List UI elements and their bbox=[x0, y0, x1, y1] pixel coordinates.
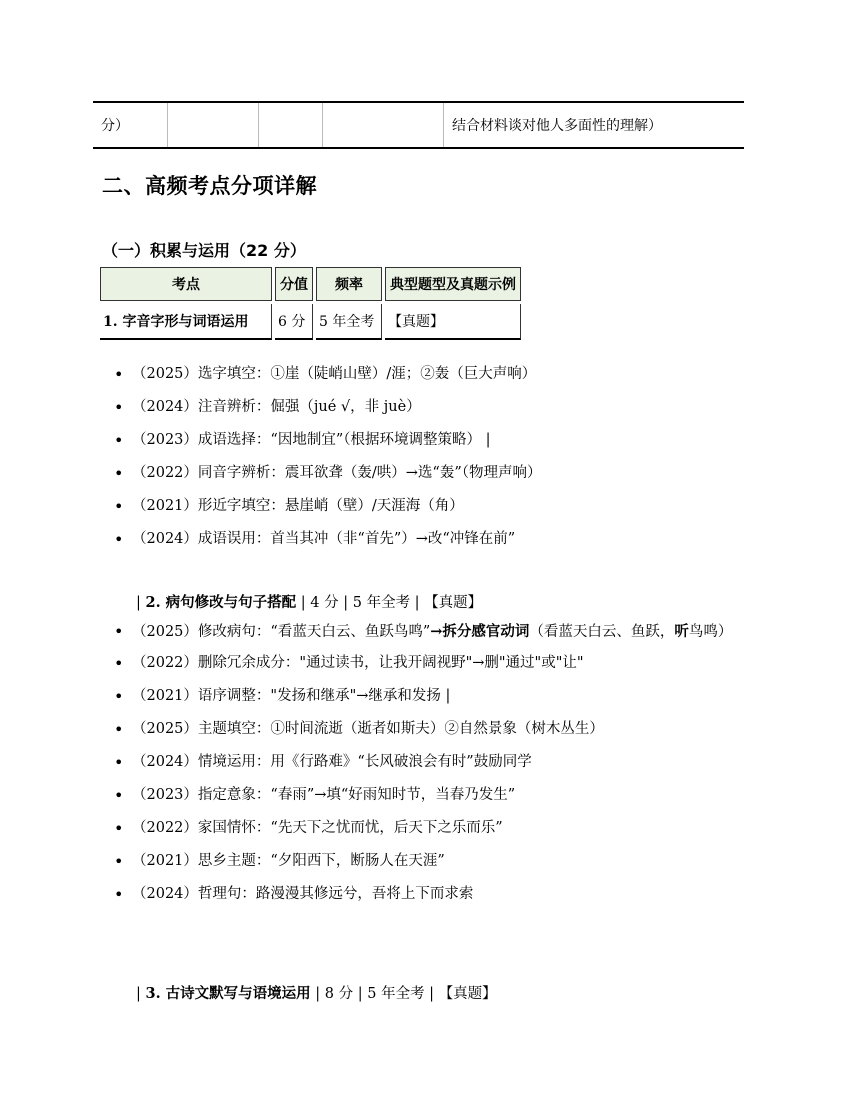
row-separator: | bbox=[136, 595, 146, 611]
table-cell bbox=[168, 102, 259, 148]
table-cell: 分） bbox=[93, 102, 168, 148]
table-header: 频率 bbox=[316, 267, 382, 301]
item-text: （2025）修改病句：“看蓝天白云、鱼跃鸟鸣” bbox=[132, 624, 431, 640]
table-cell: 1. 字音字形与词语运用 bbox=[100, 304, 272, 340]
list-item: • （2022）删除冗余成分："通过读书，让我开阔视野"→删"通过"或"让" bbox=[110, 647, 750, 680]
list-item: • （2024）注音辨析：倔强（jué √，非 juè） bbox=[110, 391, 750, 424]
item-text: （看蓝天白云、鱼跃， bbox=[529, 624, 675, 640]
table-cell bbox=[323, 102, 444, 148]
table-cell: 【真题】 bbox=[385, 304, 521, 340]
example-list-1 bbox=[110, 358, 750, 556]
list-item: • （2025）选字填空：①崖（陡峭山壁）/涯；②轰（巨大声响） bbox=[110, 358, 750, 391]
item-emphasis: 听 bbox=[674, 623, 689, 640]
topic-meta: | 8 分 | 5 年全考 | 【真题】 bbox=[310, 986, 497, 1002]
list-item: • （2025）主题填空：①时间流逝（逝者如斯夫）②自然景象（树木丛生） bbox=[110, 713, 750, 746]
item-text: 鸟鸣） bbox=[688, 624, 733, 640]
table-row bbox=[93, 102, 744, 148]
table-cell: 结合材料谈对他人多面性的理解） bbox=[444, 102, 745, 148]
list-item: • （2024）成语误用：首当其冲（非“首先”）→改“冲锋在前” bbox=[110, 523, 750, 556]
topic-title: 3. 古诗文默写与语境运用 bbox=[145, 985, 311, 1002]
topic-table bbox=[97, 264, 524, 343]
list-item: • （2021）语序调整："发扬和继承"→继承和发扬 | bbox=[110, 680, 750, 713]
table-header: 分值 bbox=[275, 267, 313, 301]
section-title: 二、高频考点分项详解 bbox=[102, 174, 317, 198]
list-item: • （2021）形近字填空：悬崖峭（壁）/天涯海（角） bbox=[110, 490, 750, 523]
list-item: • （2023）成语选择：“因地制宜”（根据环境调整策略） | bbox=[110, 424, 750, 457]
top-table-fragment bbox=[93, 101, 744, 149]
topic-title: 2. 病句修改与句子搭配 bbox=[145, 594, 297, 611]
table-cell: 5 年全考 bbox=[316, 304, 382, 340]
item-emphasis: →拆分感官动词 bbox=[430, 623, 530, 640]
topic-meta: | 4 分 | 5 年全考 | 【真题】 bbox=[296, 595, 483, 611]
table-header-row bbox=[100, 267, 521, 301]
topic-row-3 bbox=[136, 982, 497, 1003]
list-item: • （2024）情境运用：用《行路难》“长风破浪会有时”鼓励同学 bbox=[110, 746, 750, 779]
example-list-2 bbox=[110, 617, 750, 911]
table-row bbox=[100, 304, 521, 340]
subsection-title: （一）积累与运用（22 分） bbox=[102, 241, 306, 260]
list-item bbox=[110, 617, 750, 647]
table-header: 考点 bbox=[100, 267, 272, 301]
table-header: 典型题型及真题示例 bbox=[385, 267, 521, 301]
list-item: • （2023）指定意象：“春雨”→填“好雨知时节，当春乃发生” bbox=[110, 779, 750, 812]
topic-row-2 bbox=[136, 591, 482, 612]
list-item: • （2024）哲理句：路漫漫其修远兮，吾将上下而求索 bbox=[110, 878, 750, 911]
list-item: • （2022）同音字辨析：震耳欲聋（轰/哄）→选“轰”（物理声响） bbox=[110, 457, 750, 490]
row-separator: | bbox=[136, 986, 146, 1002]
table-cell bbox=[259, 102, 323, 148]
table-cell: 6 分 bbox=[275, 304, 313, 340]
list-item: • （2022）家国情怀：“先天下之忧而忧，后天下之乐而乐” bbox=[110, 812, 750, 845]
list-item: • （2021）思乡主题：“夕阳西下，断肠人在天涯” bbox=[110, 845, 750, 878]
